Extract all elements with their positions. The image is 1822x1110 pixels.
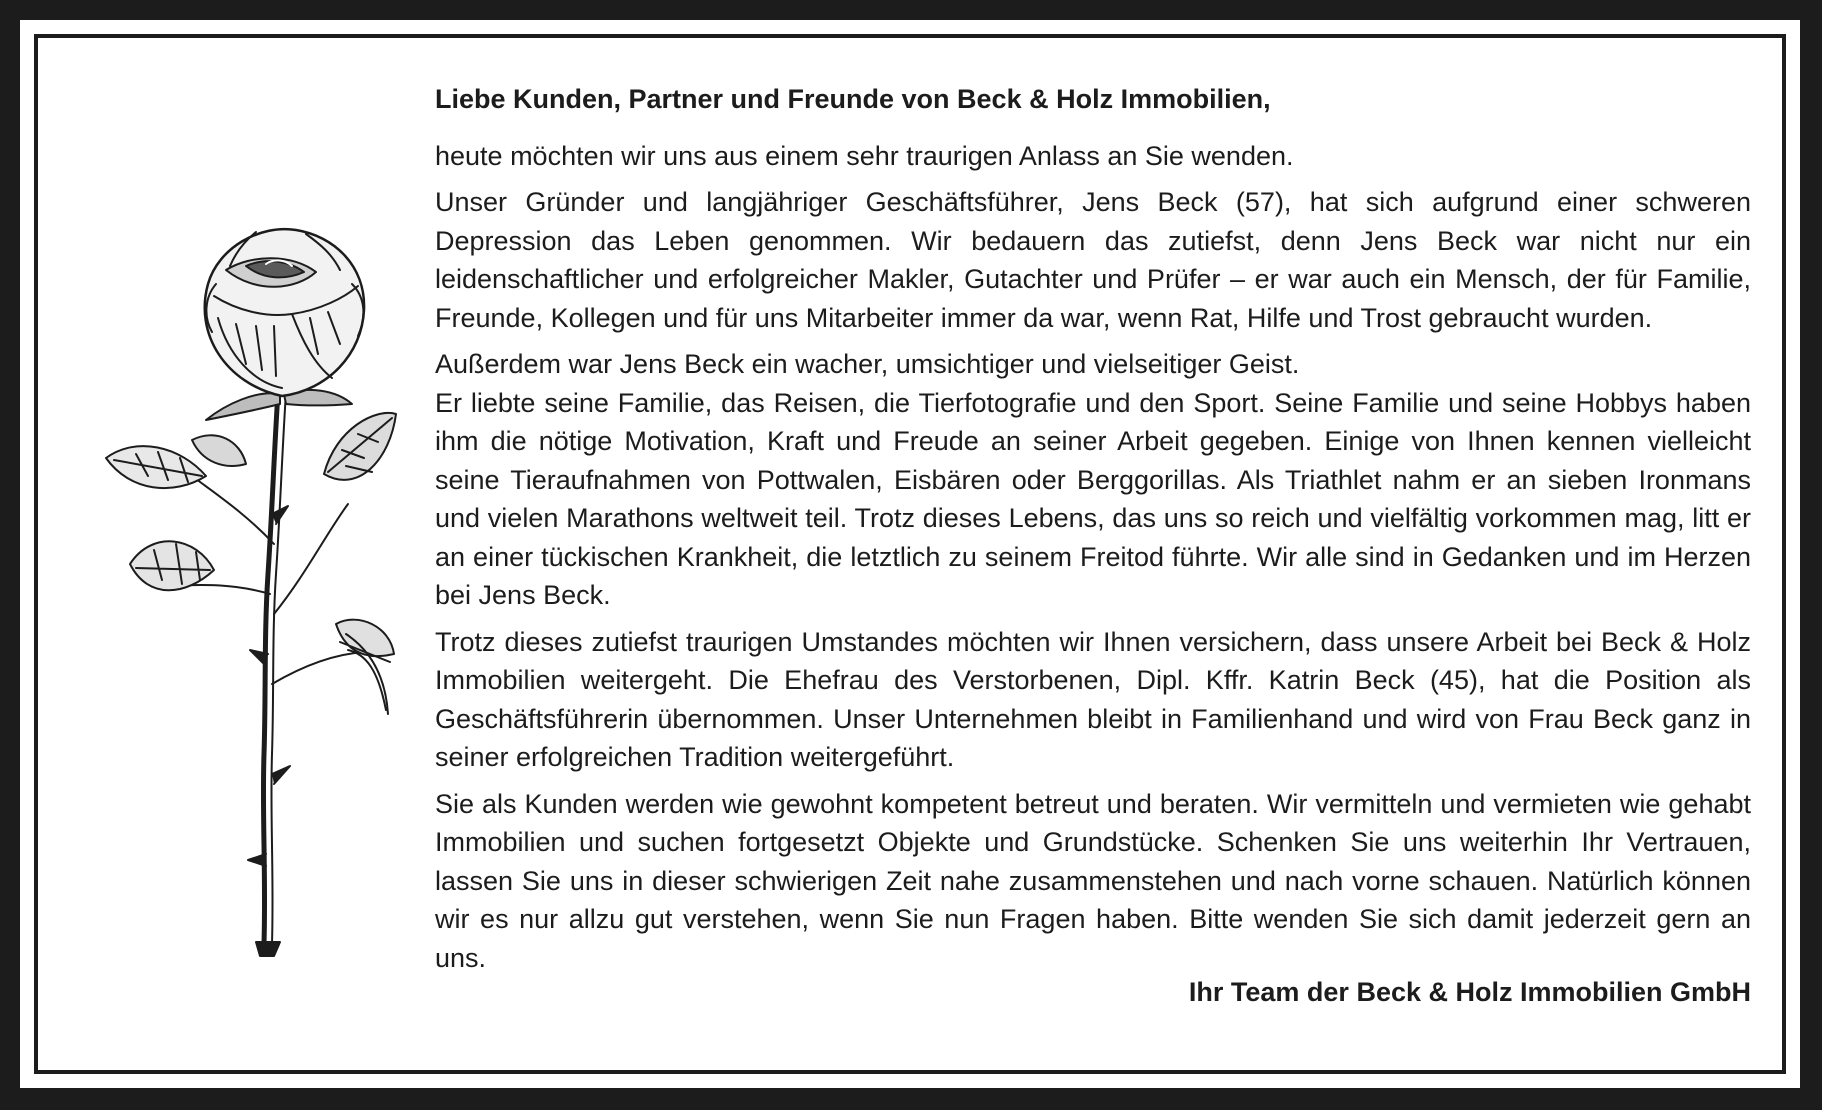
paragraph-character: Außerdem war Jens Beck ein wacher, umsichtiger und vielseitiger Geist. bbox=[435, 349, 1300, 379]
paragraph-intro: heute möchten wir uns aus einem sehr traurigen Anlass an Sie wenden. bbox=[435, 140, 1294, 171]
paragraph-founder: Unser Gründer und langjähriger Geschäftsführer, Jens Beck (57), hat sich aufgrund einer schweren Depression das Leben genommen. Wir bedauern das zutiefst, denn Jens Beck war nicht nur ein leidenschaftlicher und erfolgreicher Makler, Gutachter und Prüfer – er war auch ein Mensch, der für Familie, Freunde, Kollegen und für uns Mitarbeiter immer da war, wenn Rat, Hilfe und Trost gebraucht wurden. bbox=[435, 187, 1751, 333]
obituary-notice bbox=[20, 20, 1800, 1088]
paragraph-continuation: Trotz dieses zutiefst traurigen Umstandes möchten wir Ihnen versichern, dass unsere Arbeit bei Beck & Holz Immobilien weitergeht. Die Ehefrau des Verstorbenen, Dipl. Kffr. Katrin Beck (45), hat die Position als Geschäftsführerin übernommen. Unser Unternehmen bleibt in Familienhand und wird von Frau Beck ganz in seiner erfolgreichen Tradition weitergeführt. bbox=[435, 626, 1751, 772]
letter-body bbox=[435, 80, 1751, 1012]
black-frame bbox=[34, 34, 1786, 1074]
signature: Ihr Team der Beck & Holz Immobilien GmbH bbox=[1188, 977, 1751, 1007]
salutation: Liebe Kunden, Partner und Freunde von Beck & Holz Immobilien, bbox=[435, 84, 1271, 114]
paragraph-hobbies: Er liebte seine Familie, das Reisen, die Tierfotografie und den Sport. Seine Familie und seine Hobbys haben ihm die nötige Motivation, Kraft und Freude an seiner Arbeit gegeben. Einige von Ihnen kennen vielleicht seine Tieraufnahmen von Pottwalen, Eisbären oder Berggorillas. Als Triathlet nahm er an sieben Ironmans und vielen Marathons weltweit teil. Trotz dieses Lebens, das uns so reich und vielfältig vorkommen mag, litt er an einer tückischen Krankheit, die letztlich zu seinem Freitod führte. Wir alle sind in Gedanken und im Herzen bei Jens Beck. bbox=[435, 387, 1751, 610]
rose-illustration-icon bbox=[96, 214, 436, 974]
paragraph-customers: Sie als Kunden werden wie gewohnt kompetent betreut und beraten. Wir vermitteln und vermieten wie gehabt Immobilien und suchen fortgesetzt Objekte und Grundstücke. Schenken Sie uns weiterhin Ihr Vertrauen, lassen Sie uns in dieser schwierigen Zeit nahe zusammenstehen und nach vorne schauen. Natürlich können wir es nur allzu gut verstehen, wenn Sie nun Fragen haben. Bitte wenden Sie sich damit jederzeit gern an uns. bbox=[435, 788, 1751, 973]
